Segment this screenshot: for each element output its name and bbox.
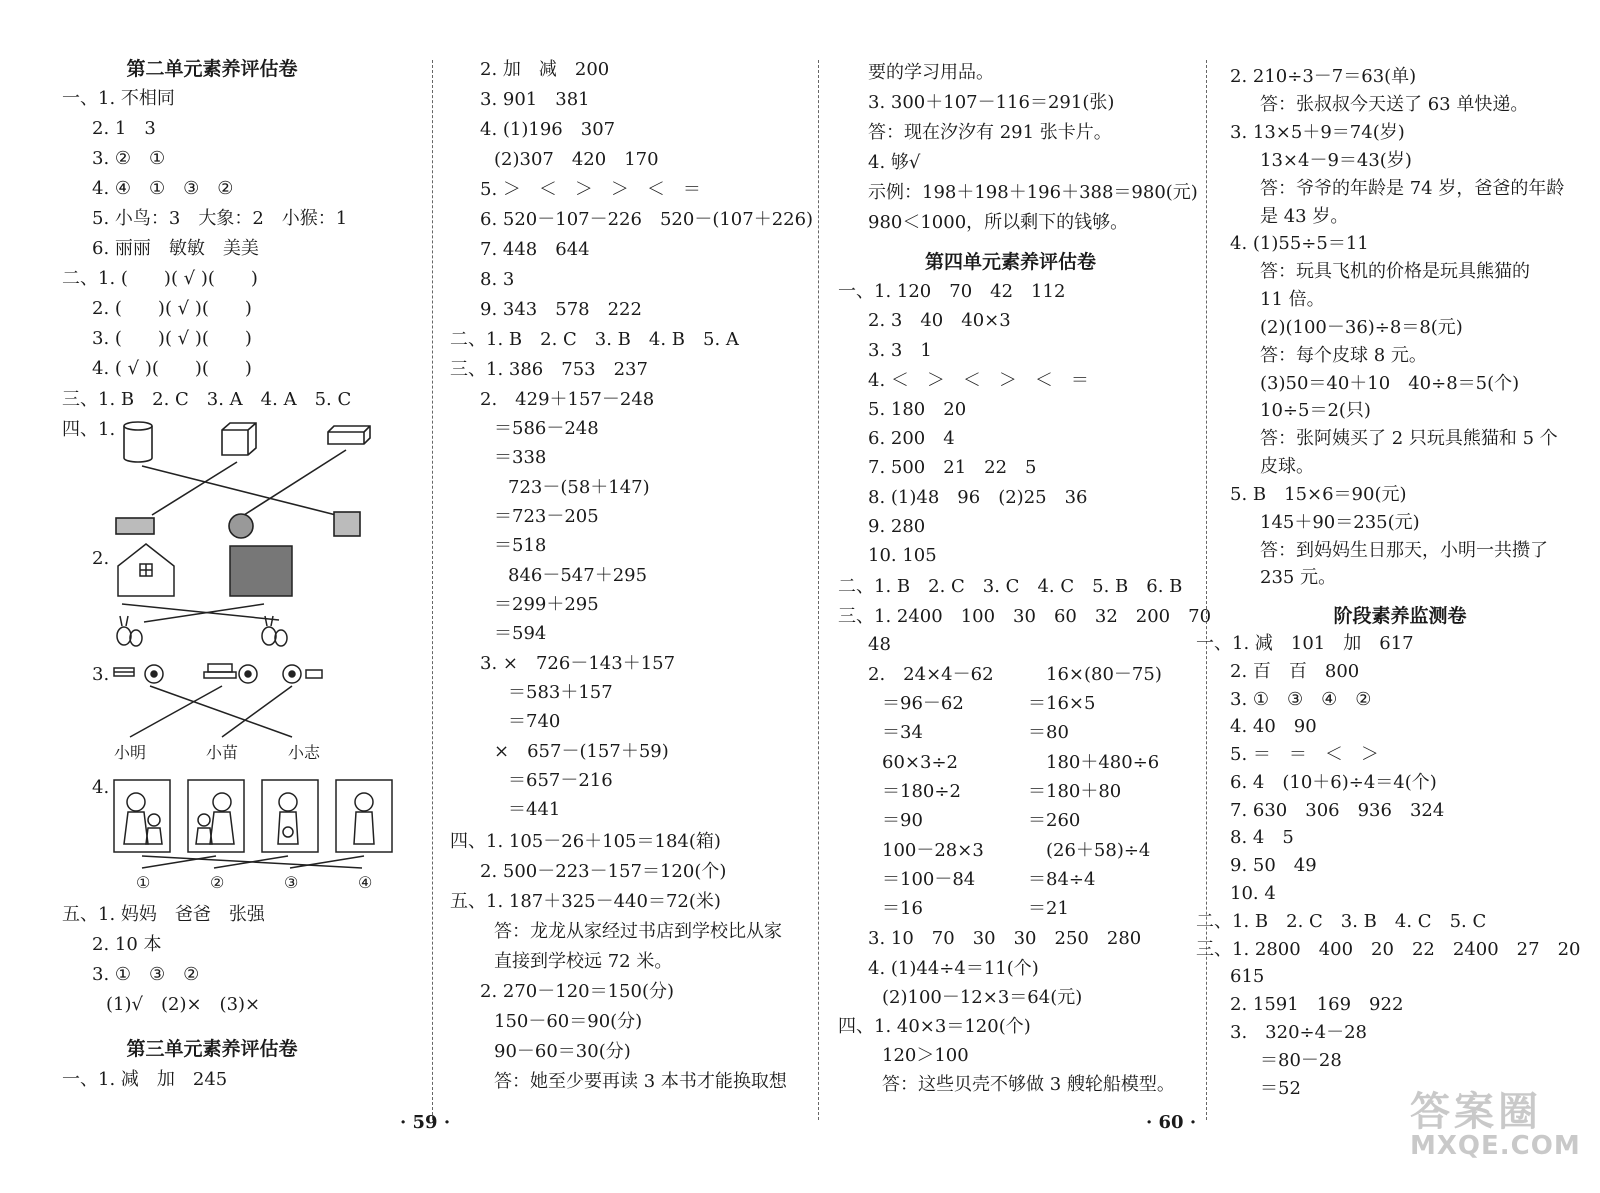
calc-line: ＝100－84 xyxy=(882,869,976,890)
answer-line: 723－(58＋147) xyxy=(508,477,650,498)
page-number-right: · 60 · xyxy=(1146,1112,1197,1133)
calc-line: ＝16×5 xyxy=(1028,693,1096,714)
answer-line: 直接到学校远 72 米。 xyxy=(494,951,673,972)
child-name: 小苗 xyxy=(206,743,239,762)
answer-line: ＝723－205 xyxy=(494,506,599,527)
answer-line: 2. 加 减 200 xyxy=(480,59,610,80)
answer-line: 120＞100 xyxy=(882,1045,969,1066)
answer-line: 3. 320÷4－28 xyxy=(1230,1022,1367,1043)
picture-matching-figure xyxy=(114,542,304,652)
answer-line: 10÷5＝2(只) xyxy=(1260,400,1371,421)
answer-line: 980＜1000，所以剩下的钱够。 xyxy=(868,212,1129,233)
answer-line: 三、1. 2800 400 20 22 2400 27 20 xyxy=(1196,939,1581,960)
answer-line: 一、1. 减 加 245 xyxy=(62,1069,228,1090)
calc-line: ＝180÷2 xyxy=(882,781,961,802)
calc-line: 100－28×3 xyxy=(882,840,984,861)
answer-line: 9. 50 49 xyxy=(1230,855,1317,876)
section-title: 阶段素养监测卷 xyxy=(1333,605,1467,627)
calc-line: ＝80 xyxy=(1028,722,1069,743)
answer-line: 2. 百 百 800 xyxy=(1230,661,1360,682)
photo-matching-figure xyxy=(112,776,402,876)
calc-line: 16×(80－75) xyxy=(1046,664,1162,685)
calc-line: ＝84÷4 xyxy=(1028,869,1096,890)
answer-line: 10. 105 xyxy=(868,545,937,566)
answer-line: 615 xyxy=(1230,966,1265,987)
answer-line: 五、1. 妈妈 爸爸 张强 xyxy=(62,904,265,925)
question-label: 4. xyxy=(92,777,110,798)
answer-line: 6. 4 (10＋6)÷4＝4(个) xyxy=(1230,772,1437,793)
answer-line: 二、1. ( )( √ )( ) xyxy=(62,268,258,289)
answer-line: 2. 1 3 xyxy=(92,118,156,139)
answer-line: 3. ① ③ ④ ② xyxy=(1230,689,1372,710)
answer-line: 答：这些贝壳不够做 3 艘轮船模型。 xyxy=(882,1074,1175,1095)
answer-line: 答：张叔叔今天送了 63 单快递。 xyxy=(1260,94,1529,115)
answer-line: 2. ( )( √ )( ) xyxy=(92,298,252,319)
answer-line: 四、1. 105－26＋105＝184(箱) xyxy=(450,831,721,852)
calc-line: 2. 24×4－62 xyxy=(868,664,994,685)
answer-line: 11 倍。 xyxy=(1260,289,1325,310)
calc-line: 60×3÷2 xyxy=(882,752,958,773)
answer-line: 四、1. 40×3＝120(个) xyxy=(838,1016,1031,1037)
answer-line: 2. 1591 169 922 xyxy=(1230,994,1404,1015)
section-title: 第三单元素养评估卷 xyxy=(126,1038,298,1060)
answer-line: 8. 4 5 xyxy=(1230,827,1294,848)
answer-line: 一、1. 不相同 xyxy=(62,88,175,109)
answer-line: 150－60＝90(分) xyxy=(494,1011,643,1032)
answer-line: 二、1. B 2. C 3. B 4. B 5. A xyxy=(450,329,739,350)
answer-line: ＝80－28 xyxy=(1260,1050,1342,1071)
answer-line: ＝52 xyxy=(1260,1078,1301,1099)
solid-face-matching-figure xyxy=(112,420,372,540)
answer-line: 9. 343 578 222 xyxy=(480,299,642,320)
question-label: 3. xyxy=(92,664,110,685)
calc-line: ＝34 xyxy=(882,722,923,743)
answer-line: ＝338 xyxy=(494,447,547,468)
section-title: 第四单元素养评估卷 xyxy=(924,251,1096,273)
answer-line: (3)50＝40＋10 40÷8＝5(个) xyxy=(1260,373,1520,394)
page-number-left: · 59 · xyxy=(400,1112,451,1133)
answer-line: 2. 3 40 40×3 xyxy=(868,310,1011,331)
answer-line: 5. ＞ ＜ ＞ ＞ ＜ ＝ xyxy=(480,179,701,200)
answer-line: (2)307 420 170 xyxy=(494,149,659,170)
circled-number: ③ xyxy=(284,873,299,892)
answer-line: 2. 210÷3－7＝63(单) xyxy=(1230,66,1417,87)
answer-line: 答：玩具飞机的价格是玩具熊猫的 xyxy=(1260,261,1530,282)
answer-line: 3. ① ③ ② xyxy=(92,964,200,985)
answer-line: 答：龙龙从家经过书店到学校比从家 xyxy=(494,921,782,942)
answer-line: 4. 够√ xyxy=(868,152,921,173)
answer-line: 3. 901 381 xyxy=(480,89,590,110)
answer-line: 4. 40 90 xyxy=(1230,716,1317,737)
answer-line: (1)√ (2)× (3)× xyxy=(106,994,261,1015)
answer-line: 一、1. 120 70 42 112 xyxy=(838,281,1066,302)
child-name: 小志 xyxy=(288,743,321,762)
answer-line: 90－60＝30(分) xyxy=(494,1041,631,1062)
answer-line: 5. 180 20 xyxy=(868,399,967,420)
answer-line: ＝740 xyxy=(508,711,561,732)
answer-line: 3. ( )( √ )( ) xyxy=(92,328,252,349)
question-label: 四、1. xyxy=(62,419,116,440)
answer-line: 二、1. B 2. C 3. B 4. C 5. C xyxy=(1196,911,1487,932)
calc-line: 180＋480÷6 xyxy=(1046,752,1160,773)
answer-line: 9. 280 xyxy=(868,516,926,537)
answer-line: 846－547＋295 xyxy=(508,565,648,586)
answer-line: 示例：198＋198＋196＋388＝980(元) xyxy=(868,182,1198,203)
answer-line: 是 43 岁。 xyxy=(1260,206,1349,227)
answer-line: 5. 小鸟：3 大象：2 小猴：1 xyxy=(92,208,348,229)
answer-line: 答：现在汐汐有 291 张卡片。 xyxy=(868,122,1112,143)
answer-line: 235 元。 xyxy=(1260,567,1337,588)
answer-line: 答：爷爷的年龄是 74 岁，爸爸的年龄 xyxy=(1260,178,1565,199)
circled-number: ④ xyxy=(358,873,373,892)
answer-line: 答：张阿姨买了 2 只玩具熊猫和 5 个 xyxy=(1260,428,1558,449)
answer-line: 145＋90＝235(元) xyxy=(1260,512,1420,533)
answer-line: 7. 500 21 22 5 xyxy=(868,457,1037,478)
answer-line: ＝299＋295 xyxy=(494,594,599,615)
answer-line: 4. ④ ① ③ ② xyxy=(92,178,234,199)
answer-line: 6. 200 4 xyxy=(868,428,955,449)
answer-line: 6. 丽丽 敏敏 美美 xyxy=(92,238,259,259)
answer-line: 2. 10 本 xyxy=(92,934,162,955)
circled-number: ② xyxy=(210,873,225,892)
answer-line: × 657－(157＋59) xyxy=(494,741,669,762)
answer-line: 4. (1)44÷4＝11(个) xyxy=(868,958,1039,979)
question-label: 2. xyxy=(92,548,110,569)
answer-line: 3. 300＋107－116＝291(张) xyxy=(868,92,1115,113)
answer-line: 五、1. 187＋325－440＝72(米) xyxy=(450,891,721,912)
calc-line: (26＋58)÷4 xyxy=(1046,840,1151,861)
watermark-logo xyxy=(1410,1080,1581,1161)
answer-line: 7. 630 306 936 324 xyxy=(1230,800,1445,821)
ball-view-matching-figure xyxy=(112,662,342,742)
answer-line: 答：每个皮球 8 元。 xyxy=(1260,345,1427,366)
answer-line: 3. 3 1 xyxy=(868,340,932,361)
answer-line: 8. 3 xyxy=(480,269,515,290)
answer-line: 4. (1)196 307 xyxy=(480,119,616,140)
answer-line: 4. ＜ ＞ ＜ ＞ ＜ ＝ xyxy=(868,370,1089,391)
answer-line: (2)(100－36)÷8＝8(元) xyxy=(1260,317,1463,338)
answer-line: 答：她至少要再读 3 本书才能换取想 xyxy=(494,1071,787,1092)
answer-line: 3. ② ① xyxy=(92,148,166,169)
calc-line: ＝21 xyxy=(1028,898,1069,919)
answer-line: 2. 270－120＝150(分) xyxy=(480,981,675,1002)
circled-number: ① xyxy=(136,873,151,892)
answer-line: ＝583＋157 xyxy=(508,682,613,703)
answer-line: (2)100－12×3＝64(元) xyxy=(882,987,1083,1008)
column-divider xyxy=(1206,60,1207,1120)
child-name: 小明 xyxy=(114,743,147,762)
answer-line: 3. × 726－143＋157 xyxy=(480,653,676,674)
answer-line: 4. ( √ )( )( ) xyxy=(92,358,252,379)
calc-line: ＝90 xyxy=(882,810,923,831)
answer-line: 5. B 15×6＝90(元) xyxy=(1230,484,1407,505)
calc-line: ＝260 xyxy=(1028,810,1081,831)
answer-line: 4. (1)55÷5＝11 xyxy=(1230,233,1369,254)
section-title: 第二单元素养评估卷 xyxy=(126,58,298,80)
answer-line: ＝441 xyxy=(508,799,561,820)
column-divider xyxy=(432,60,433,1120)
answer-line: 答：到妈妈生日那天，小明一共攒了 xyxy=(1260,540,1548,561)
answer-line: ＝586－248 xyxy=(494,418,599,439)
answer-line: 3. 13×5＋9＝74(岁) xyxy=(1230,122,1405,143)
answer-line: 2. 429＋157－248 xyxy=(480,389,655,410)
answer-line: 7. 448 644 xyxy=(480,239,590,260)
answer-line: 要的学习用品。 xyxy=(868,62,994,83)
answer-line: 13×4－9＝43(岁) xyxy=(1260,150,1412,171)
answer-line: 48 xyxy=(868,634,891,655)
watermark-text: 答案圈 xyxy=(1410,1089,1542,1135)
answer-line: 三、1. B 2. C 3. A 4. A 5. C xyxy=(62,389,352,410)
answer-line: 三、1. 2400 100 30 60 32 200 70 xyxy=(838,606,1212,627)
answer-line: ＝594 xyxy=(494,623,547,644)
watermark-url: MXQE.COM xyxy=(1410,1131,1581,1161)
calc-line: ＝96－62 xyxy=(882,693,964,714)
answer-line: ＝518 xyxy=(494,535,547,556)
column-divider xyxy=(818,60,819,1120)
answer-line: 10. 4 xyxy=(1230,883,1276,904)
answer-line: 2. 500－223－157＝120(个) xyxy=(480,861,727,882)
answer-line: 二、1. B 2. C 3. C 4. C 5. B 6. B xyxy=(838,576,1183,597)
answer-line: ＝657－216 xyxy=(508,770,613,791)
calc-line: ＝180＋80 xyxy=(1028,781,1122,802)
answer-line: 3. 10 70 30 30 250 280 xyxy=(868,928,1142,949)
answer-line: 8. (1)48 96 (2)25 36 xyxy=(868,487,1088,508)
answer-line: 一、1. 减 101 加 617 xyxy=(1196,633,1414,654)
calc-line: ＝16 xyxy=(882,898,923,919)
answer-line: 皮球。 xyxy=(1260,456,1314,477)
answer-line: 三、1. 386 753 237 xyxy=(450,359,648,380)
answer-line: 6. 520－107－226 520－(107＋226) xyxy=(480,209,814,230)
answer-line: 5. ＝ ＝ ＜ ＞ xyxy=(1230,744,1379,765)
